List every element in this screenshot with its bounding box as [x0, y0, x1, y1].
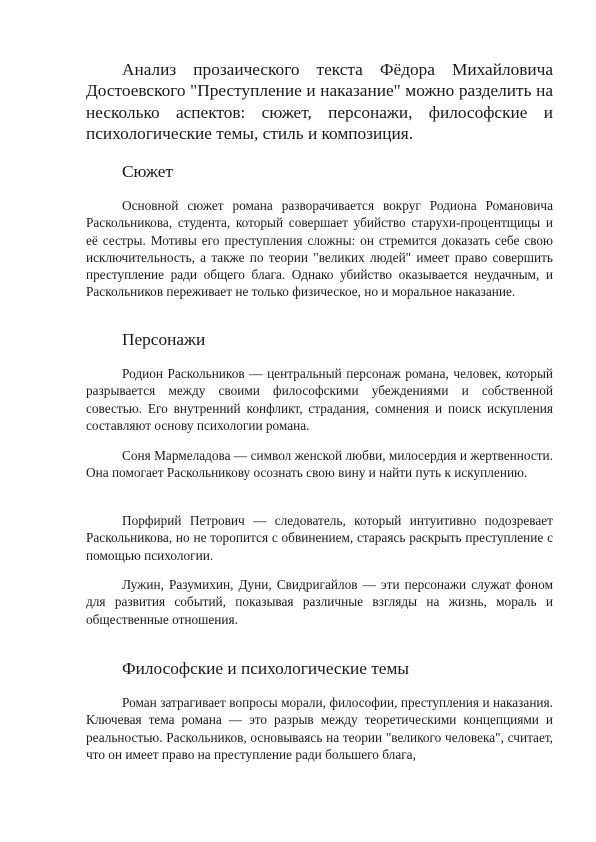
- themes-paragraph: Роман затрагивает вопросы морали, философии, преступления и наказания. Ключевая тема романа — это разрыв между теоретическими концепциями и реальностью. Раскольников, основываясь на теории "великого человека", считает, что он имеет право на преступление ради большего блага,: [86, 695, 553, 762]
- character-paragraph-porfiry: Порфирий Петрович — следователь, который интуитивно подозревает Раскольникова, но не торопится с обвинением, стараясь раскрыть преступление с помощью психологии.: [86, 513, 553, 563]
- character-paragraph-raskolnikov: Родион Раскольников — центральный персонаж романа, человек, который разрывается между своими философскими убеждениями и собственной совестью. Его внутренний конфликт, страдания, сомнения и поиск искупления составляют основу психологии романа.: [86, 366, 553, 433]
- section-heading-themes: Философские и психологические темы: [122, 659, 410, 678]
- character-paragraph-sonya: Соня Мармеладова — символ женской любви, милосердия и жертвенности. Она помогает Раскольникову осознать свою вину и найти путь к искуплению.: [86, 448, 553, 481]
- character-paragraph-others: Лужин, Разумихин, Дуни, Свидригайлов — эти персонажи служат фоном для развития событий, показывая различные взгляды на жизнь, мораль и общественные отношения.: [86, 577, 553, 627]
- section-heading-plot: Сюжет: [122, 162, 173, 181]
- section-heading-characters: Персонажи: [122, 330, 206, 349]
- intro-paragraph: Анализ прозаического текста Фёдора Михайловича Достоевского "Преступление и наказание" можно разделить на несколько аспектов: сюжет, персонажи, философские и психологические темы, стиль и композиция.: [86, 60, 553, 143]
- plot-paragraph: Основной сюжет романа разворачивается вокруг Родиона Романовича Раскольникова, студента, который совершает убийство старухи-процентщицы и её сестры. Мотивы его преступления сложны: он стремится доказать себе свою исключительность, а также по теории "великих людей" имеет право совершить преступление ради общего блага. Однако убийство оказывается неудачным, и Раскольников переживает не только физическое, но и моральное наказание.: [86, 198, 553, 300]
